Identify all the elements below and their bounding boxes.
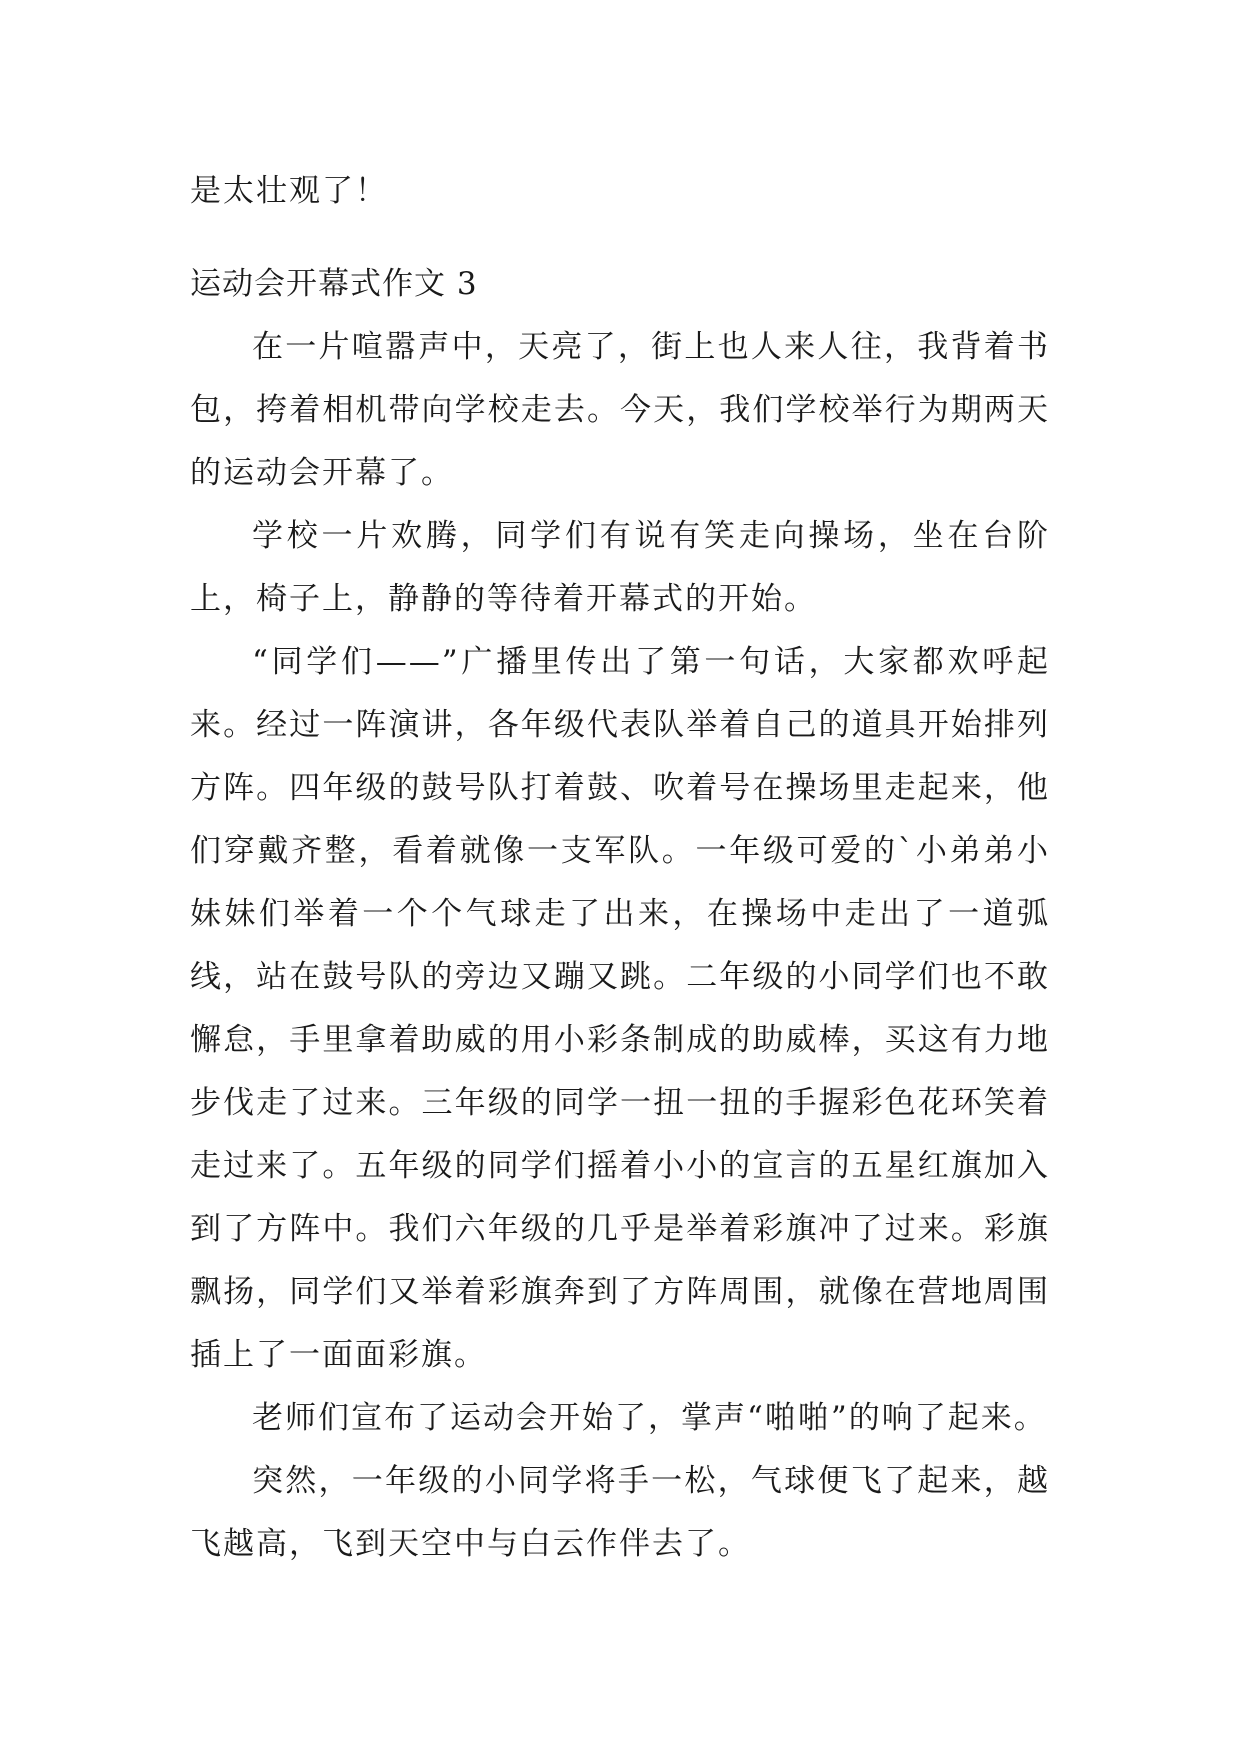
paragraph-5: 突然，一年级的小同学将手一松，气球便飞了起来，越飞越高，飞到天空中与白云作伴去了。 — [190, 1463, 1050, 1562]
paragraph-4: 老师们宣布了运动会开始了，掌声“啪啪”的响了起来。 — [252, 1400, 1047, 1436]
paragraph-1: 在一片喧嚣声中，天亮了，街上也人来人往，我背着书包，挎着相机带向学校走去。今天，我们学校举行为期两天的运动会开幕了。 — [190, 329, 1050, 491]
paragraph-3: “同学们——”广播里传出了第一句话，大家都欢呼起来。经过一阵演讲，各年级代表队举着自己的道具开始排列方阵。四年级的鼓号队打着鼓、吹着号在操场里走起来，他们穿戴齐整，看着就像一支军队。一年级可爱的`小弟弟小妹妹们举着一个个气球走了出来，在操场中走出了一道弧线，站在鼓号队的旁边又蹦又跳。二年级的小同学们也不敢懈怠，手里拿着助威的用小彩条制成的助威棒，买这有力地步伐走了过来。三年级的同学一扭一扭的手握彩色花环笑着走过来了。五年级的同学们摇着小小的宣言的五星红旗加入到了方阵中。我们六年级的几乎是举着彩旗冲了过来。彩旗飘扬，同学们又举着彩旗奔到了方阵周围，就像在营地周围插上了一面面彩旗。 — [190, 644, 1050, 1373]
paragraph-2: 学校一片欢腾，同学们有说有笑走向操场，坐在台阶上，椅子上，静静的等待着开幕式的开始。 — [190, 518, 1050, 617]
lead-line: 是太壮观了！ — [190, 173, 388, 209]
section-gap — [190, 223, 1050, 253]
section-title: 运动会开幕式作文 3 — [190, 266, 478, 302]
document-body — [190, 160, 1050, 1576]
